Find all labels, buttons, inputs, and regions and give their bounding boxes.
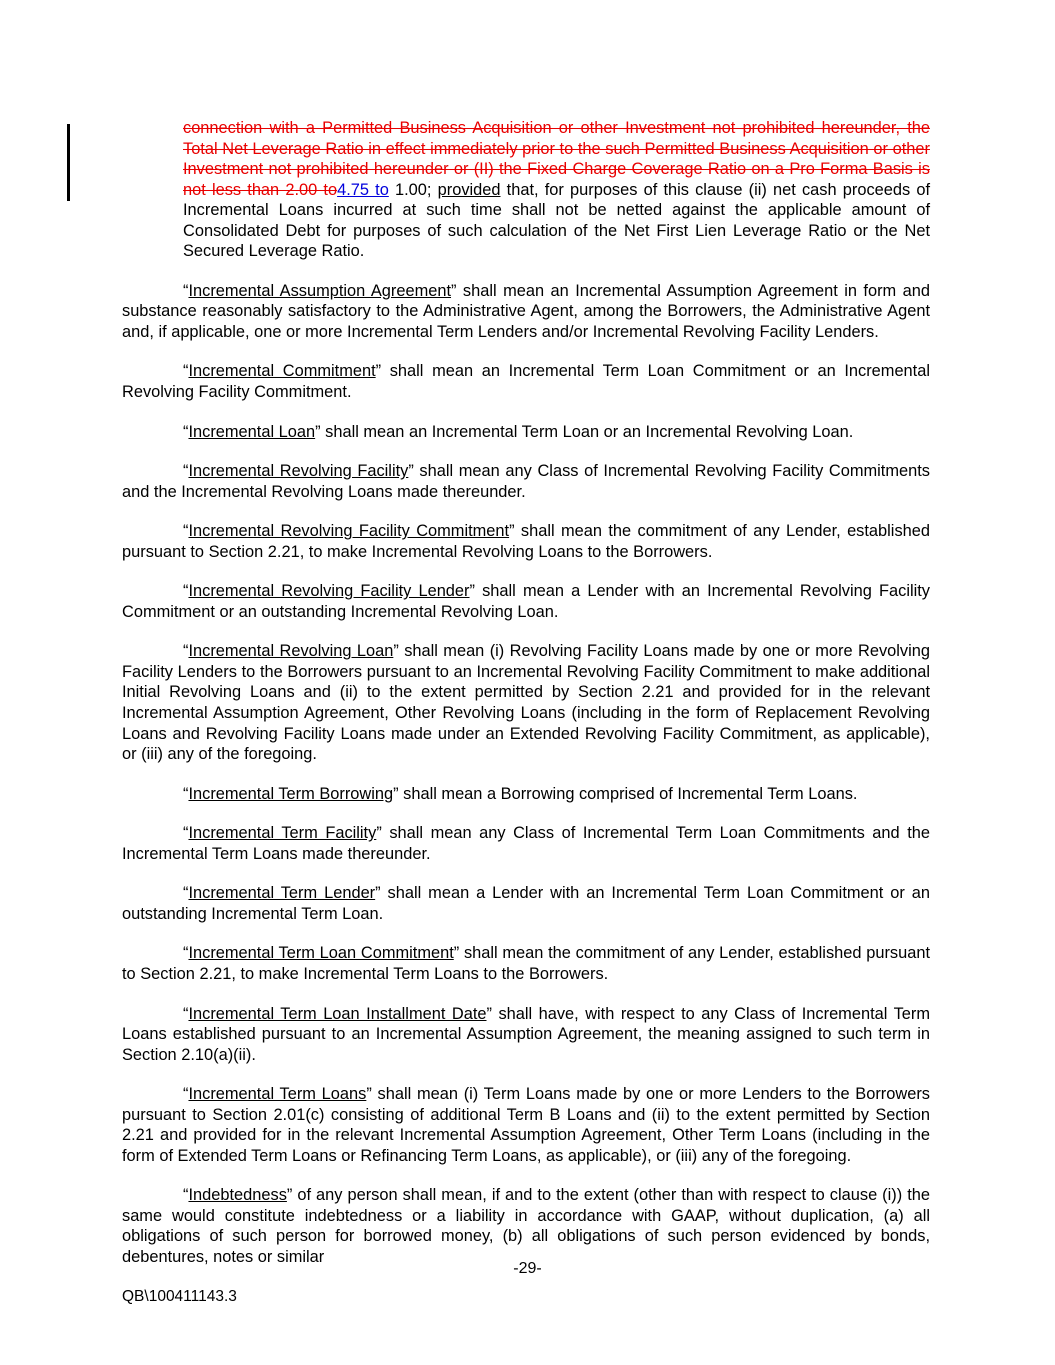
text-run: “ xyxy=(183,824,189,843)
paragraph xyxy=(122,784,930,805)
paragraph xyxy=(122,1185,930,1267)
text-run: “ xyxy=(183,281,189,300)
text-run: ” of any person shall mean, if and to the extent (other than with respect to clause (i)) the same would constitute indebtedness or a liability in accordance with GAAP, without duplication, (a) all obligations of such person for borrowed money, (b) all obligations of such person evidenced by bonds, debentures, notes or similar xyxy=(122,1186,930,1266)
text-run: “ xyxy=(183,522,189,541)
text-run: ” shall mean any Class of Incremental Term Loan Commitments and the Incremental Term Loans made thereunder. xyxy=(122,824,930,863)
text-run: ” shall have, with respect to any Class of Incremental Term Loans established pursuant to an Incremental Assumption Agreement, the meaning assigned to such term in Section 2.10(a)(ii). xyxy=(122,1004,930,1064)
defined-term: Incremental Term Lender xyxy=(188,884,376,903)
defined-term: Incremental Revolving Facility Lender xyxy=(188,582,470,601)
paragraph xyxy=(122,581,930,622)
defined-term: Incremental Revolving Facility Commitment xyxy=(188,522,510,541)
document-body xyxy=(122,118,930,1287)
paragraph xyxy=(122,943,930,984)
paragraph xyxy=(122,1004,930,1066)
paragraph xyxy=(183,118,930,262)
text-run: ” shall mean a Lender with an Incremental Revolving Facility Commitment or an outstanding Incremental Revolving Loan. xyxy=(122,582,930,621)
paragraph xyxy=(122,361,930,402)
page-number: -29- xyxy=(513,1260,542,1277)
text-run: “ xyxy=(183,362,189,381)
paragraph xyxy=(122,1084,930,1166)
underlined-text: provided xyxy=(437,180,501,199)
paragraph xyxy=(122,823,930,864)
text-run: “ xyxy=(183,642,189,661)
paragraph xyxy=(122,883,930,924)
text-run: “ xyxy=(183,582,189,601)
text-run: “ xyxy=(183,1004,189,1023)
text-run: ” shall mean (i) Term Loans made by one or more Lenders to the Borrowers pursuant to Section 2.01(c) consisting of additional Term B Loans and (ii) to the extent permitted by Section 2.21 and provided for in the relevant Incremental Assumption Agreement, Other Term Loans (including in the form of Extended Term Loans or Refinancing Term Loans, as applicable), or (iii) any of the foregoing. xyxy=(122,1085,930,1165)
text-run: ” shall mean the commitment of any Lender, established pursuant to Section 2.21, to make Incremental Term Loans to the Borrowers. xyxy=(122,944,930,983)
defined-term: Incremental Commitment xyxy=(188,362,376,381)
inserted-text: 4.75 to xyxy=(337,180,389,199)
text-run: ” shall mean an Incremental Term Loan Commitment or an Incremental Revolving Facility Commitment. xyxy=(122,362,930,402)
defined-term: Incremental Term Loan Installment Date xyxy=(188,1004,487,1023)
text-run: ” shall mean a Borrowing comprised of Incremental Term Loans. xyxy=(393,784,858,803)
defined-term: Incremental Revolving Loan xyxy=(188,642,394,661)
text-run: ” shall mean any Class of Incremental Revolving Facility Commitments and the Incremental Revolving Loans made thereunder. xyxy=(122,462,930,501)
text-run: ” shall mean an Incremental Assumption Agreement in form and substance reasonably satisfactory to the Administrative Agent, among the Borrowers, the Administrative Agent and, if applicable, one or more Incremental Term Lenders and/or Incremental Revolving Facility Lenders. xyxy=(122,281,931,341)
defined-term: Incremental Revolving Facility xyxy=(188,462,409,481)
paragraph xyxy=(122,281,930,343)
deleted-text: connection with a Permitted Business Acquisition or other Investment not prohibited hereunder, the Total Net Leverage Ratio in effect immediately prior to the such Permitted Business Acquisition or other Investment not prohibited hereunder or (II) the Fixed Charge Coverage Ratio on a Pro Forma Basis is not less than 2.00 to xyxy=(183,119,930,199)
text-run: “ xyxy=(183,1186,189,1205)
text-run: ” shall mean the commitment of any Lender, established pursuant to Section 2.21, to make Incremental Revolving Loans to the Borrowers. xyxy=(122,522,930,561)
text-run: ” shall mean a Lender with an Incremental Term Loan Commitment or an outstanding Incremental Term Loan. xyxy=(122,884,930,923)
paragraph xyxy=(122,461,930,502)
paragraph xyxy=(122,641,930,764)
text-run: “ xyxy=(183,1085,189,1104)
text-run: ” shall mean an Incremental Term Loan or an Incremental Revolving Loan. xyxy=(315,422,854,441)
text-run: “ xyxy=(183,884,189,903)
text-run: 1.00; xyxy=(388,180,438,199)
defined-term: Incremental Term Loans xyxy=(188,1085,367,1104)
revision-change-bar xyxy=(67,124,70,201)
defined-term: Incremental Loan xyxy=(188,422,316,441)
text-run: “ xyxy=(183,462,189,481)
text-run: “ xyxy=(183,784,189,803)
defined-term: Incremental Assumption Agreement xyxy=(188,281,452,300)
text-run: that, for purposes of this clause (ii) net cash proceeds of Incremental Loans incurred at such time shall not be netted against the applicable amount of Consolidated Debt for purposes of such calculation of the Net First Lien Leverage Ratio or the Net Secured Leverage Ratio. xyxy=(183,180,931,261)
document-id: QB\100411143.3 xyxy=(122,1288,237,1305)
paragraph xyxy=(122,521,930,562)
text-run: “ xyxy=(183,944,189,963)
defined-term: Indebtedness xyxy=(188,1186,287,1205)
defined-term: Incremental Term Facility xyxy=(188,824,377,843)
defined-term: Incremental Term Loan Commitment xyxy=(188,944,454,963)
paragraph xyxy=(122,422,930,443)
text-run: ” shall mean (i) Revolving Facility Loans made by one or more Revolving Facility Lenders to the Borrowers pursuant to an Incremental Revolving Facility Commitment to make additional Initial Revolving Loans and (ii) to the extent permitted by Section 2.21 and provided for in the relevant Incremental Assumption Agreement, Other Revolving Loans (including in the form of Replacement Revolving Loans and Revolving Facility Loans made under an Extended Revolving Facility Commitment, as applicable), or (iii) any of the foregoing. xyxy=(122,642,930,764)
defined-term: Incremental Term Borrowing xyxy=(188,784,394,803)
text-run: “ xyxy=(183,422,189,441)
